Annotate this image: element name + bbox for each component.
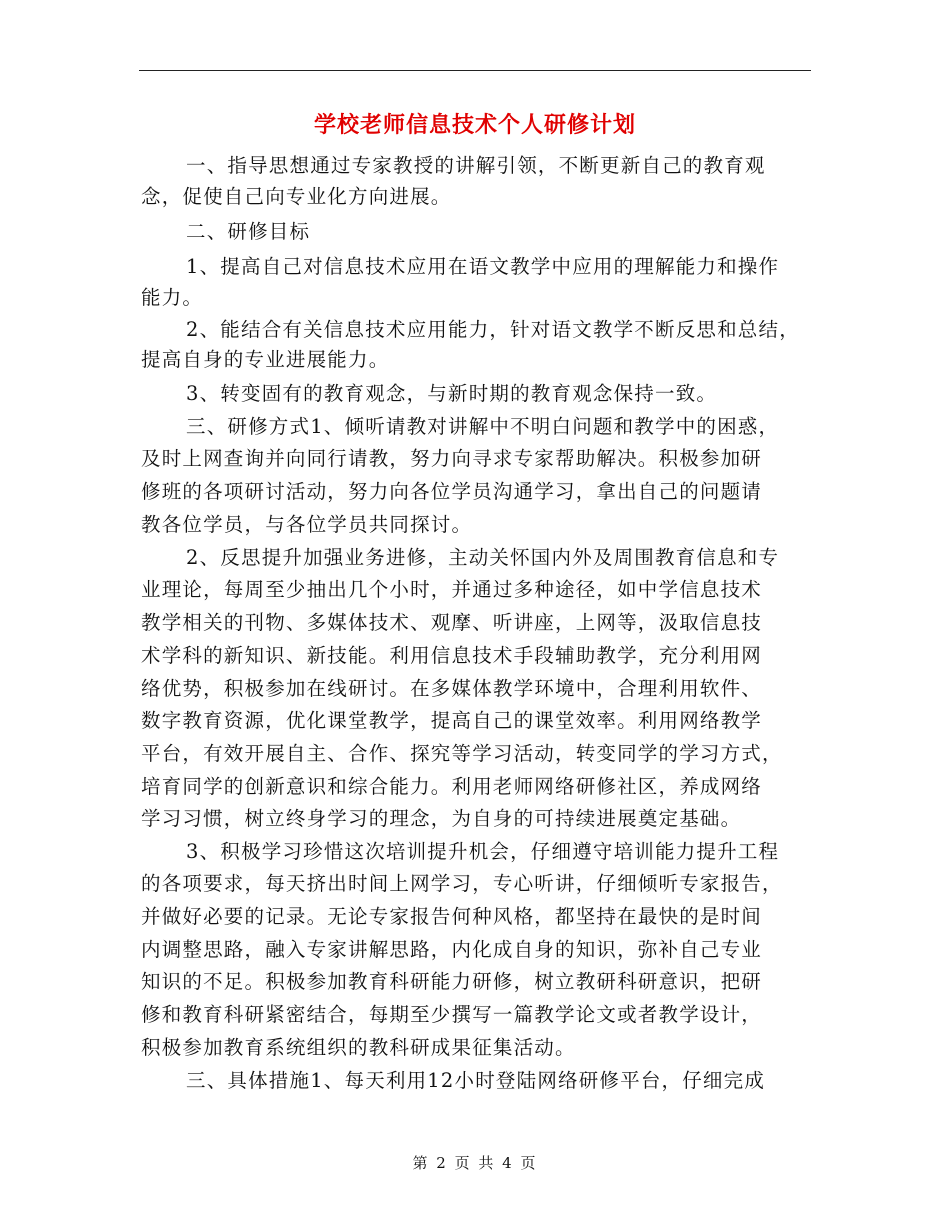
body-line: 积极参加教育系统组织的教科研成果征集活动。 bbox=[141, 1036, 576, 1059]
body-line: 修和教育科研紧密结合，每期至少撰写一篇教学论文或者教学设计， bbox=[141, 1003, 763, 1026]
body-line: 知识的不足。积极参加教育科研能力研修，树立教研科研意识，把研 bbox=[141, 970, 763, 993]
body-line: 三、具体措施1、每天利用12小时登陆网络研修平台，仔细完成 bbox=[186, 1069, 766, 1092]
body-line: 提高自身的专业进展能力。 bbox=[141, 348, 390, 371]
body-line: 二、研修目标 bbox=[186, 220, 311, 243]
body-line: 业理论，每周至少抽出几个小时，并通过多种途径，如中学信息技术 bbox=[141, 578, 763, 601]
body-line: 2、能结合有关信息技术应用能力，针对语文教学不断反思和总结， bbox=[186, 318, 800, 341]
body-line: 教各位学员，与各位学员共同探讨。 bbox=[141, 513, 473, 536]
body-line: 能力。 bbox=[141, 286, 204, 309]
body-line: 念，促使自己向专业化方向进展。 bbox=[141, 185, 452, 208]
body-line: 络优势，积极参加在线研讨。在多媒体教学环境中，合理利用软件、 bbox=[141, 677, 763, 700]
body-line: 并做好必要的记录。无论专家报告何种风格，都坚持在最快的是时间 bbox=[141, 905, 763, 928]
body-line: 内调整思路，融入专家讲解思路，内化成自身的知识，弥补自己专业 bbox=[141, 938, 763, 961]
body-line: 修班的各项研讨活动，努力向各位学员沟通学习，拿出自己的问题请 bbox=[141, 480, 763, 503]
body-line: 3、积极学习珍惜这次培训提升机会，仔细遵守培训能力提升工程 bbox=[186, 840, 780, 863]
body-line: 的各项要求，每天挤出时间上网学习，专心听讲，仔细倾听专家报告， bbox=[141, 872, 783, 895]
body-line: 平台，有效开展自主、合作、探究等学习活动，转变同学的学习方式， bbox=[141, 742, 783, 765]
body-line: 2、反思提升加强业务进修，主动关怀国内外及周围教育信息和专 bbox=[186, 546, 780, 569]
body-line: 1、提高自己对信息技术应用在语文教学中应用的理解能力和操作 bbox=[186, 255, 780, 278]
body-line: 教学相关的刊物、多媒体技术、观摩、听讲座，上网等，汲取信息技 bbox=[141, 611, 763, 634]
body-line: 术学科的新知识、新技能。利用信息技术手段辅助教学，充分利用网 bbox=[141, 644, 763, 667]
body-line: 学习习惯，树立终身学习的理念，为自身的可持续进展奠定基础。 bbox=[141, 807, 742, 830]
document-title: 学校老师信息技术个人研修计划 bbox=[313, 112, 636, 138]
body-line: 培育同学的创新意识和综合能力。利用老师网络研修社区，养成网络 bbox=[141, 775, 763, 798]
header-rule bbox=[139, 70, 811, 71]
body-line: 数字教育资源，优化课堂教学，提高自己的课堂效率。利用网络教学 bbox=[141, 709, 763, 732]
page-number: 第 2 页 共 4 页 bbox=[412, 1154, 538, 1172]
body-line: 一、指导思想通过专家教授的讲解引领，不断更新自己的教育观 bbox=[186, 154, 766, 177]
body-line: 三、研修方式1、倾听请教对讲解中不明白问题和教学中的困惑， bbox=[186, 415, 780, 438]
body-line: 3、转变固有的教育观念，与新时期的教育观念保持一致。 bbox=[186, 382, 718, 405]
body-line: 及时上网查询并向同行请教，努力向寻求专家帮助解决。积极参加研 bbox=[141, 447, 763, 470]
